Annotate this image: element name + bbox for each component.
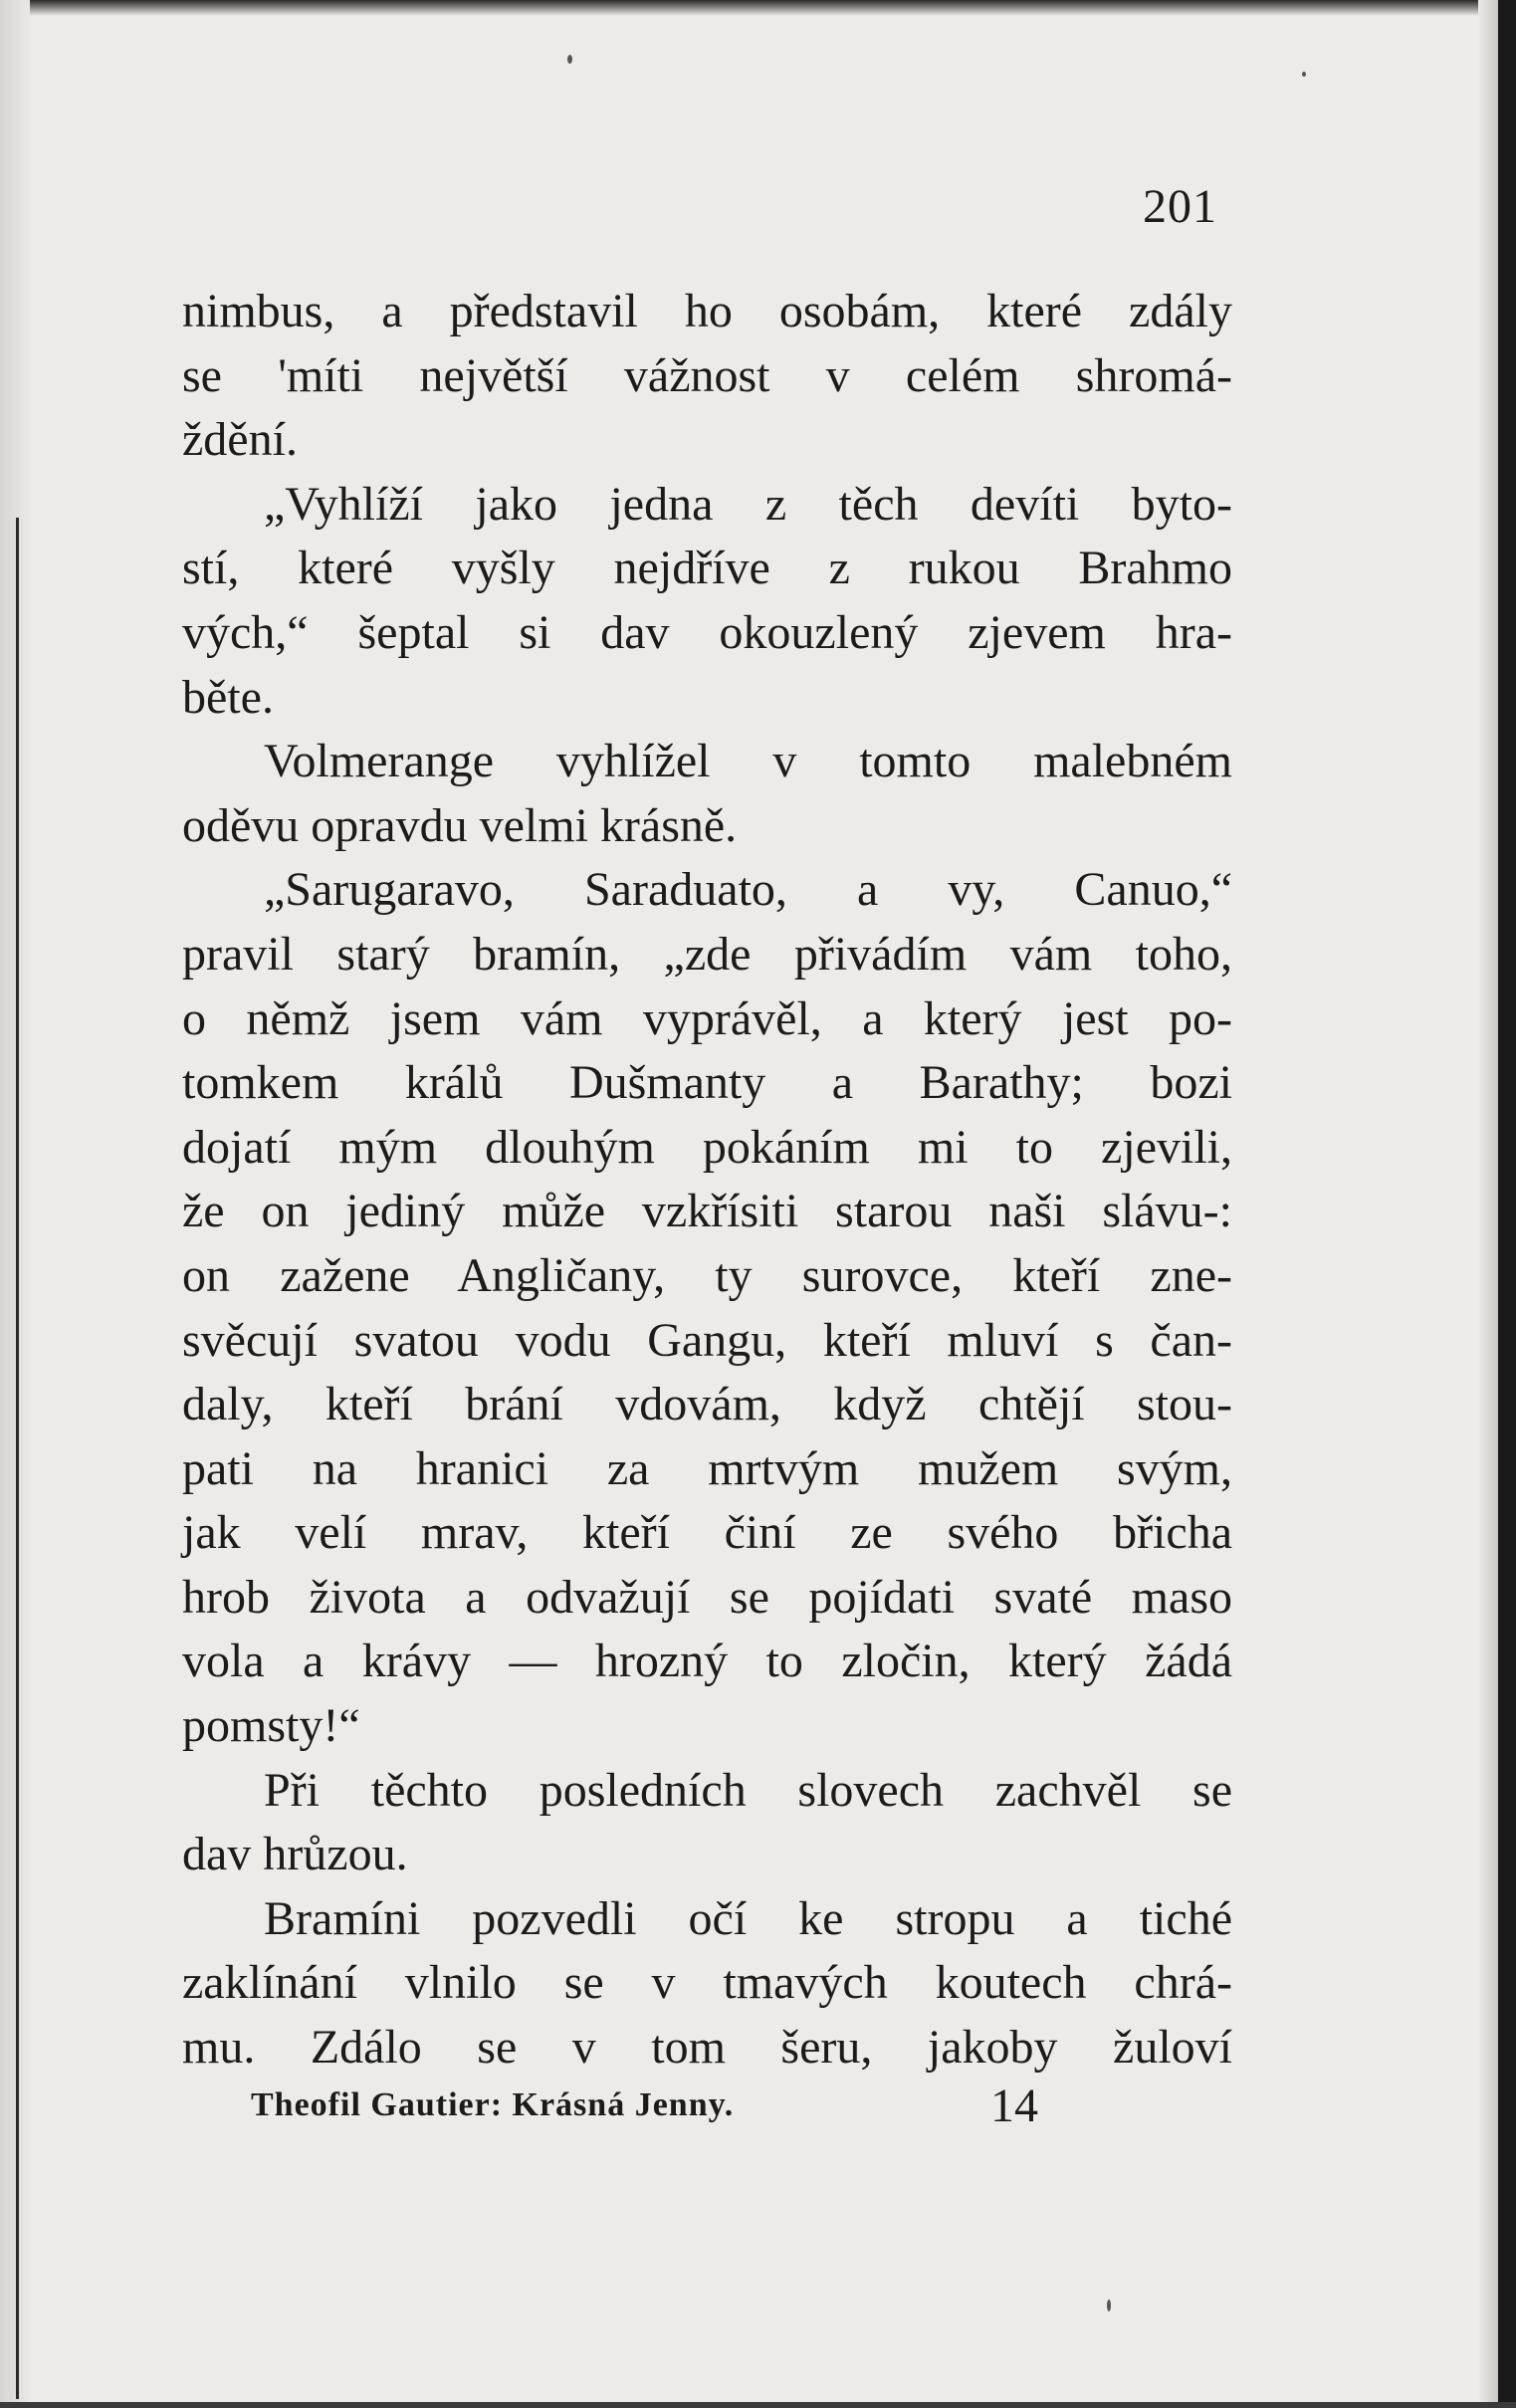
paper-speck (1107, 2299, 1111, 2311)
paper-speck (1302, 72, 1306, 77)
page-top-edge (0, 0, 1516, 16)
page-bottom-edge (0, 2402, 1516, 2408)
page-right-edge (1498, 0, 1516, 2408)
text-line: mu. Zdálo se v tom šeru, jakoby žuloví (182, 2021, 1232, 2075)
text-line: dojatí mým dlouhým pokáním mi to zjevili, (182, 1120, 1232, 1174)
text-line: vola a krávy — hrozný to zločin, který žádá (182, 1635, 1232, 1688)
text-line: jak velí mrav, kteří činí ze svého břicha (182, 1506, 1232, 1560)
text-line: „Vyhlíží jako jedna z těch devíti byto- (264, 477, 1232, 531)
text-line: zaklínání vlnilo se v tmavých koutech chrá- (182, 1956, 1232, 2010)
text-line: se 'míti největší vážnost v celém shromá- (182, 348, 1232, 402)
text-line: ždění. (182, 413, 298, 467)
text-line: nimbus, a představil ho osobám, které zdály (182, 285, 1232, 337)
text-line: že on jediný může vzkřísiti starou naši slávu-: (182, 1185, 1232, 1238)
page-left-edge (0, 0, 30, 2408)
text-line: hrob života a odvažují se pojídati svaté maso (182, 1570, 1232, 1624)
footer-author-title: Theofil Gautier: Krásná Jenny. (251, 2086, 735, 2123)
binding-shadow (16, 518, 19, 2399)
text-line: svěcují svatou vodu Gangu, kteří mluví s čan- (182, 1313, 1232, 1367)
text-line: Při těchto posledních slovech zachvěl se (264, 1763, 1232, 1817)
text-line: daly, kteří brání vdovám, když chtějí stou- (182, 1378, 1232, 1431)
text-line: Volmerange vyhlížel v tomto malebném (264, 735, 1232, 788)
page-right-shadow (1478, 0, 1498, 2408)
page-number: 201 (1143, 180, 1217, 233)
text-line: oděvu opravdu velmi krásně. (182, 798, 738, 852)
page-footer (251, 2079, 1127, 2138)
text-line: o němž jsem vám vyprávěl, a který jest po- (182, 991, 1232, 1045)
paper-speck (567, 55, 572, 64)
text-line: běte. (182, 670, 274, 724)
text-line: vých,“ šeptal si dav okouzlený zjevem hra- (182, 605, 1232, 659)
text-line: Bramíni pozvedli očí ke stropu a tiché (264, 1891, 1232, 1945)
text-line: tomkem králů Dušmanty a Barathy; bozi (182, 1056, 1232, 1110)
footer-signature-mark: 14 (990, 2080, 1038, 2132)
text-line: dav hrůzou. (182, 1828, 408, 1881)
text-line: pati na hranici za mrtvým mužem svým, (182, 1441, 1232, 1495)
text-line: pravil starý bramín, „zde přivádím vám toho, (182, 927, 1232, 981)
text-line: „Sarugaravo, Saraduato, a vy, Canuo,“ (264, 863, 1232, 917)
text-line: pomsty!“ (182, 1699, 360, 1753)
text-line: on zažene Angličany, ty surovce, kteří zne- (182, 1248, 1232, 1302)
body-text (182, 280, 1232, 2080)
text-line: stí, které vyšly nejdříve z rukou Brahmo (182, 542, 1232, 595)
